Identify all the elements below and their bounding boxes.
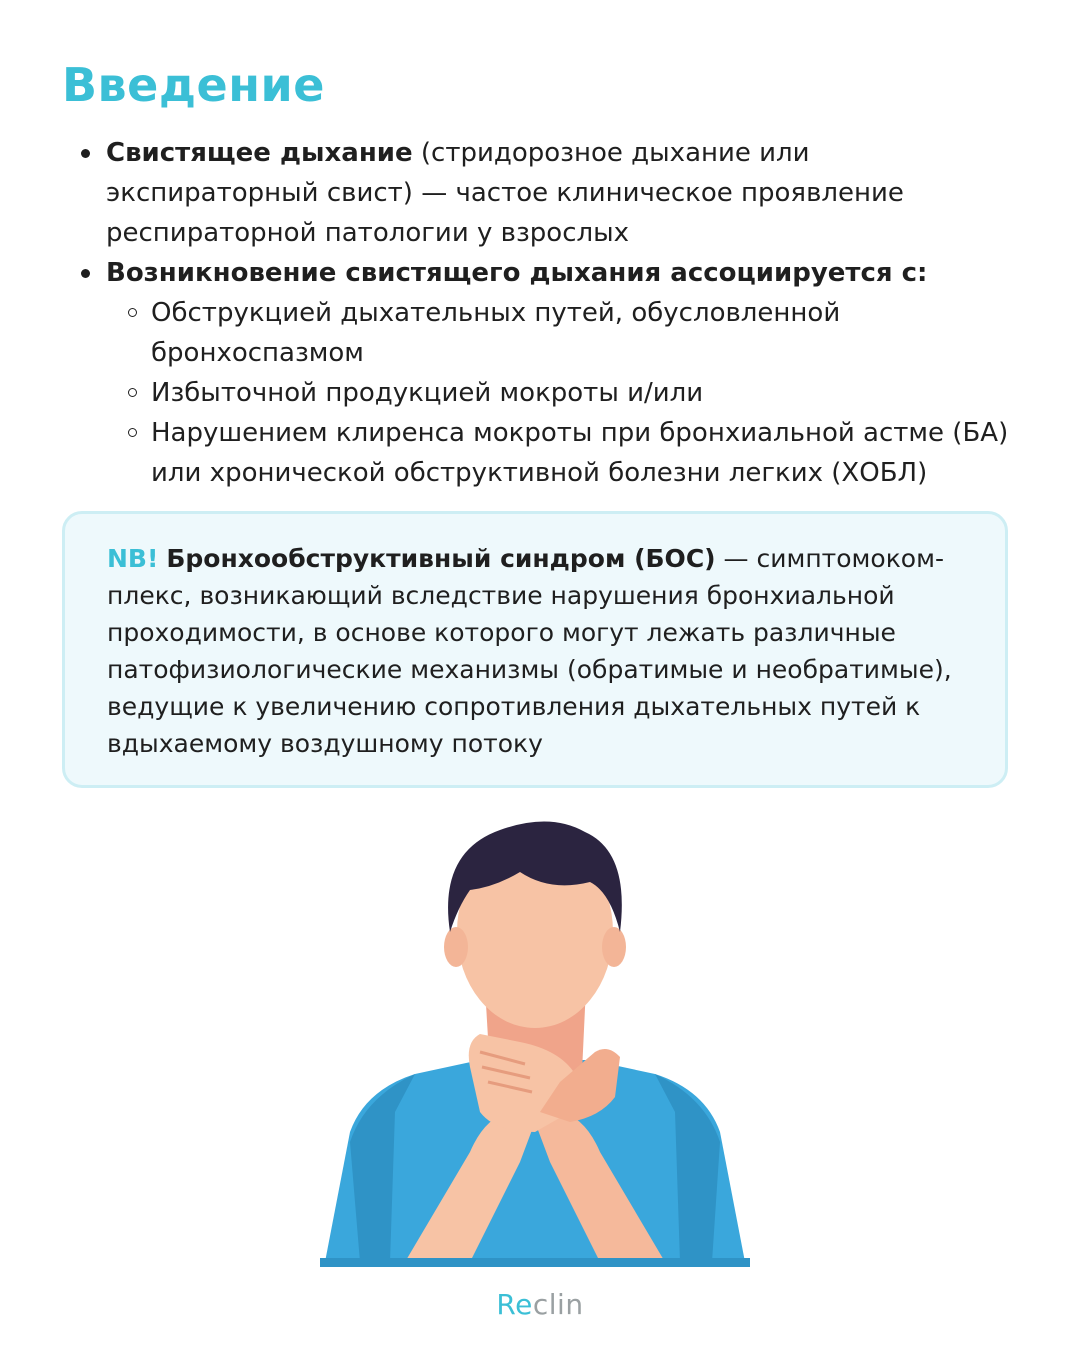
sub-list bbox=[106, 293, 1020, 493]
bullet-dot-icon bbox=[81, 149, 90, 158]
circle-bullet-icon bbox=[128, 308, 137, 317]
list-item bbox=[0, 133, 1080, 253]
bullet-dot-icon bbox=[81, 269, 90, 278]
circle-bullet-icon bbox=[128, 388, 137, 397]
brand-logo bbox=[0, 1288, 1080, 1321]
nb-note-box bbox=[62, 511, 1008, 788]
brand-rest: clin bbox=[532, 1288, 584, 1321]
bullet-text: (стридорозное дыхание или экспираторный свист) — частое клиническое проявление респираторной патологии у взрослых bbox=[106, 138, 904, 248]
sub-list-item bbox=[106, 373, 1020, 413]
nb-text: — симптомокомплекс, возникающий вследствие нарушения бронхиальной проходимости, в основе которого могут лежать различные патофизиологические механизмы (обратимые и необратимые), ведущие к увеличению сопротивления дыхательных путей к вдыхаемому воздушному потоку bbox=[107, 544, 952, 758]
brand-accent: Re bbox=[496, 1288, 533, 1321]
nb-label: NB! bbox=[107, 544, 159, 573]
sub-item-text: Избыточной продукцией мокроты и/или bbox=[151, 378, 704, 408]
sub-list-item bbox=[106, 413, 1020, 493]
list-item bbox=[0, 253, 1080, 493]
sub-item-text: Обструкцией дыхательных путей, обусловленной бронхоспазмом bbox=[151, 298, 841, 368]
nb-term: Бронхообструктивный синдром (БОС) bbox=[166, 544, 716, 573]
bullet-list bbox=[0, 133, 1080, 493]
man-holding-throat-illustration bbox=[320, 812, 750, 1267]
page-title: Введение bbox=[62, 58, 325, 112]
sub-list-item bbox=[106, 293, 1020, 373]
sub-item-text: Нарушением клиренса мокроты при бронхиальной астме (БА) или хронической обструктивной болезни легких (ХОБЛ) bbox=[151, 418, 1009, 488]
circle-bullet-icon bbox=[128, 428, 137, 437]
bullet-bold-text: Возникновение свистящего дыхания ассоциируется с: bbox=[106, 258, 928, 288]
bullet-bold-text: Свистящее дыхание bbox=[106, 138, 413, 168]
